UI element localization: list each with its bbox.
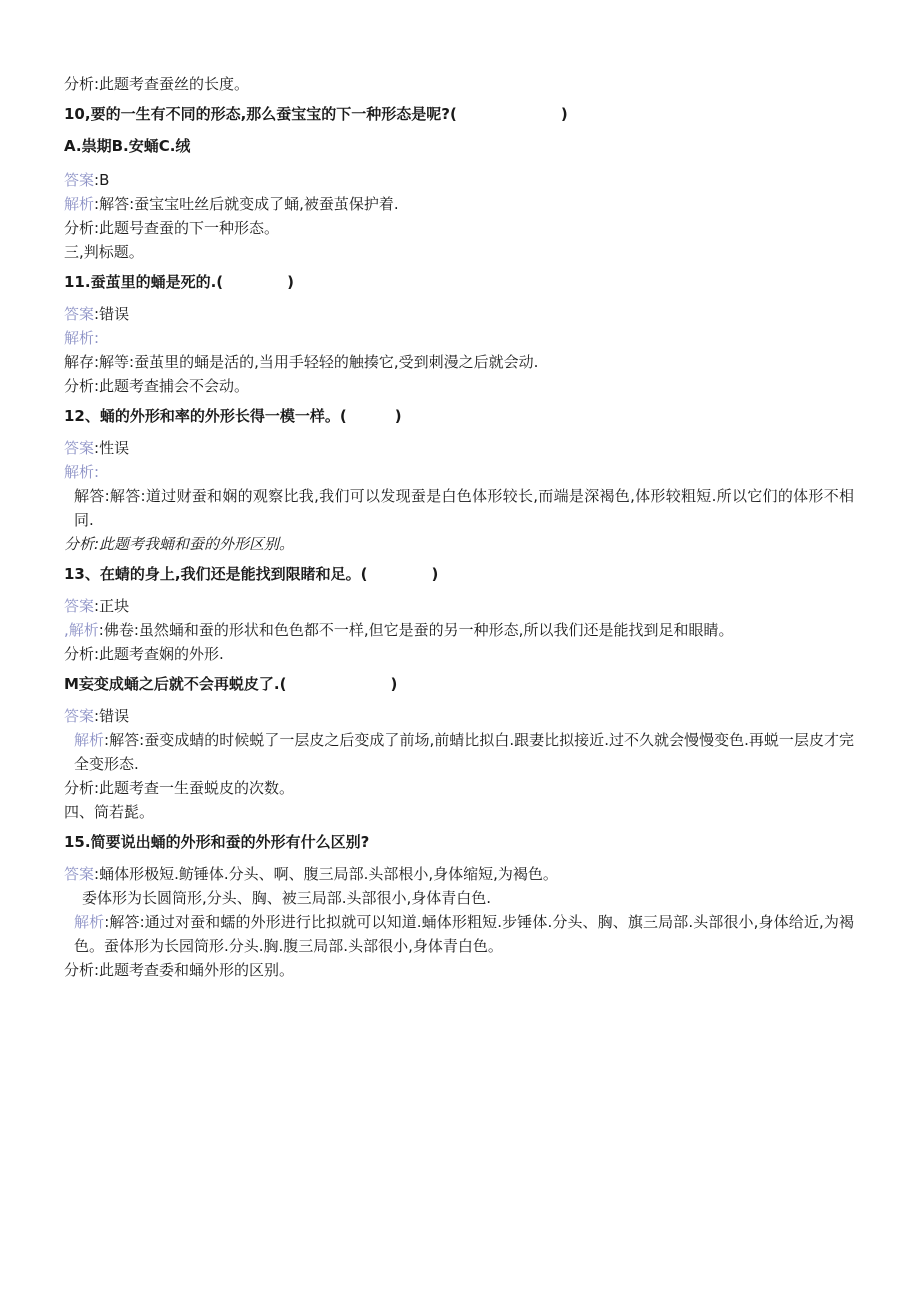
question-11 [64, 270, 854, 294]
q12-answer [64, 436, 854, 460]
q12-explanation-text: 解答:解答:道过财蚕和娴的观察比我,我们可以发现蚕是白色体形较长,而端是深褐色,体形较粗短.所以它们的体形不相同. [74, 487, 854, 529]
section-4-heading: 四、筒若髭。 [64, 803, 155, 821]
q15-answer [64, 862, 854, 886]
q15-explanation-text: :解答:通过对蚕和蠕的外形进行比拟就可以知道.蛹体形粗短.步锤体.分头、胸、旗三局部.头部很小,身体给近,为褐色。蚕体形为长园筒形.分头.胸.腹三局部.头部很小,身体青白色。 [74, 913, 854, 955]
answer-label: 答案 [64, 597, 95, 615]
q10-answer [64, 168, 854, 192]
q14-explanation [64, 728, 854, 776]
q13-explanation-prefix: , [64, 621, 69, 639]
q15-analysis: 分析:此题考查委和蛹外形的区别。 [64, 961, 295, 979]
question-13 [64, 562, 854, 586]
question-12-text: 12、蛹的外形和率的外形长得一模一样。( [64, 407, 347, 425]
q13-answer [64, 594, 854, 618]
analysis-label: 解析 [64, 329, 95, 347]
q12-explanation [64, 460, 854, 484]
q11-analysis: 分析:此题考查捕会不会动。 [64, 377, 250, 395]
q15-answer-value: :蛹体形极短.鲂锤体.分头、啊、腹三局部.头部根小,身体缩短,为褐色。 [94, 865, 558, 883]
q15-answer-line-2: 委体形为长圆筒形,分头、胸、被三局部.头部很小,身体青白色. [82, 889, 492, 907]
analysis-label: 解析 [74, 731, 105, 749]
answer-label: 答案 [64, 439, 95, 457]
q10-answer-value: :B [94, 171, 110, 189]
q13-analysis: 分析:此题考查娴的外形. [64, 645, 224, 663]
question-10-text: 10,要的一生有不同的形态,那么蚕宝宝的下一种形态是呢?( [64, 105, 457, 123]
q14-explanation-text: :解答:蚕变成蜻的时候蜕了一层皮之后变成了前场,前蜻比拟白.跟妻比拟接近.过不久就会慢慢变色.再蜕一层皮才完全变形态. [74, 731, 854, 773]
question-13-close: ) [431, 565, 439, 583]
question-10-options: A.祟期B.安蛹C.绒 [64, 137, 191, 155]
answer-label: 答案 [64, 171, 95, 189]
question-14-close: ) [390, 675, 398, 693]
q11-answer [64, 302, 854, 326]
q9-analysis: 分析:此题考查蚕丝的长度。 [64, 75, 250, 93]
analysis-label: 解析 [68, 621, 99, 639]
analysis-label: 解析 [64, 195, 95, 213]
q13-explanation-text: :佛卷:虽然蛹和蚕的形状和色色都不一样,但它是蚕的另一种形态,所以我们还是能找到足和眼睛。 [98, 621, 734, 639]
question-13-text: 13、在蜻的身上,我们还是能找到限睹和足。( [64, 565, 368, 583]
q14-answer-value: :错误 [94, 707, 130, 725]
question-10 [64, 102, 854, 126]
q12-analysis: 分析:此题考我蛹和蚕的外形区别。 [64, 535, 295, 553]
question-12-close: ) [394, 407, 402, 425]
answer-label: 答案 [64, 305, 95, 323]
section-3-heading: 三,判标题。 [64, 243, 144, 261]
analysis-label: 解析 [64, 463, 95, 481]
question-12 [64, 404, 854, 428]
q12-answer-value: :性误 [94, 439, 130, 457]
q11-explanation-text: 解存:解等:蚕茧里的蛹是活的,当用手轻轻的触揍它,受到刺漫之后就会动. [64, 353, 539, 371]
question-15: 15.简要说出蛹的外形和蚕的外形有什么区别? [64, 833, 370, 851]
q12-explanation-colon: : [94, 463, 100, 481]
question-14-text: M妄变成蛹之后就不会再蜕皮了.( [64, 675, 287, 693]
q15-explanation [64, 910, 854, 958]
answer-label: 答案 [64, 865, 95, 883]
question-11-close: ) [287, 273, 294, 291]
answer-label: 答案 [64, 707, 95, 725]
q13-answer-value: :正块 [94, 597, 130, 615]
document-page [64, 72, 854, 982]
q14-analysis: 分析:此题考查一生蚕蜕皮的次数。 [64, 779, 295, 797]
question-14 [64, 672, 854, 696]
question-11-text: 11.蚕茧里的蛹是死的.( [64, 273, 224, 291]
q10-explanation-text: :解答:蚕宝宝吐丝后就变成了蛹,被蚕茧保护着. [94, 195, 399, 213]
analysis-label: 解析 [74, 913, 105, 931]
q11-answer-value: :错误 [94, 305, 130, 323]
q11-explanation [64, 326, 854, 350]
q11-explanation-colon: : [94, 329, 100, 347]
q13-explanation [64, 618, 854, 642]
q10-explanation [64, 192, 854, 216]
question-10-close: ) [560, 105, 568, 123]
q10-analysis: 分析:此题号查蚕的下一种形态。 [64, 219, 280, 237]
q14-answer [64, 704, 854, 728]
